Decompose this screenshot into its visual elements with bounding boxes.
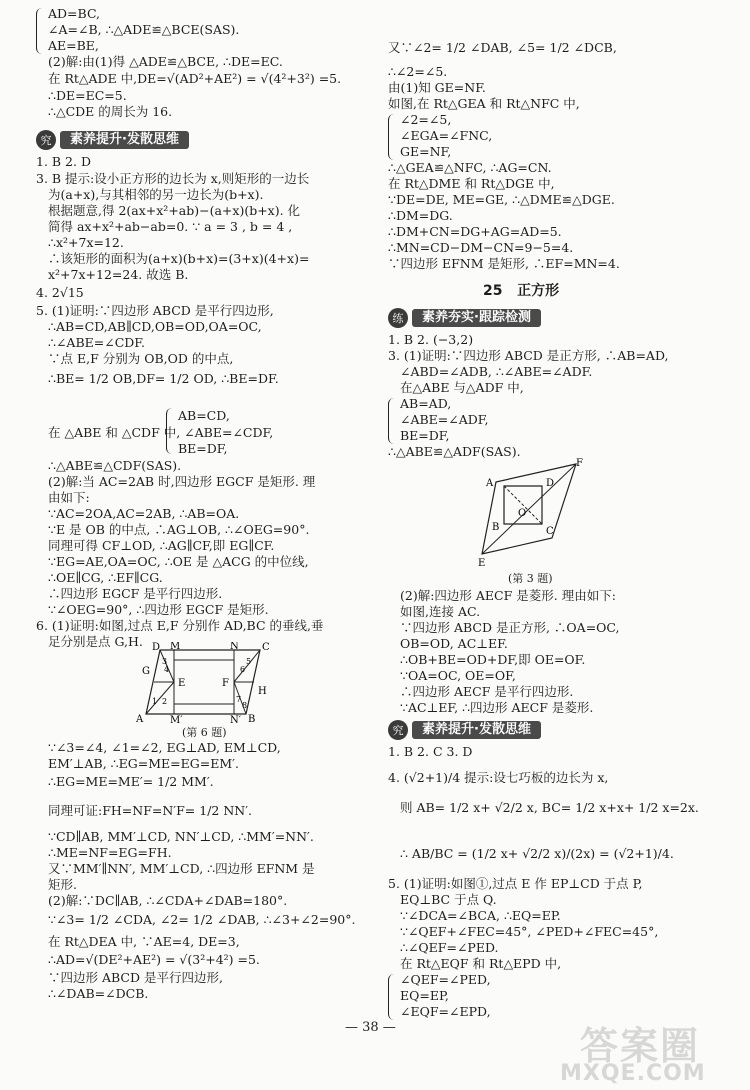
brace <box>36 8 42 54</box>
text-line: ∴EG=ME=ME′= 1/2 MM′. <box>48 774 214 789</box>
text-line: ∴DE=EC=5. <box>48 88 127 103</box>
figure-3 <box>476 458 586 568</box>
text-line: 1. B 2. D <box>36 154 91 169</box>
text-line: AB=CD, <box>178 408 230 423</box>
text-line: ∴∠ABE=∠CDF. <box>48 335 145 350</box>
fig-label: G <box>142 666 150 677</box>
text-line: 又∵MM′∥NN′, MM′⊥CD, ∴四边形 EFNM 是 <box>48 861 315 876</box>
fig-label: N <box>230 642 239 652</box>
text-line: OB=OD, AC⊥EF. <box>400 636 508 651</box>
text-line: 4. (√2+1)/4 提示:设七巧板的边长为 x, <box>388 770 609 785</box>
figure-6 <box>136 642 276 724</box>
text-line: ∵∠3= 1/2 ∠CDA, ∠2= 1/2 ∠DAB, ∴∠3+∠2=90°. <box>48 912 356 927</box>
section-heading <box>483 280 559 300</box>
text-line: ∠A=∠B, ∴△ADE≌△BCE(SAS). <box>48 22 240 37</box>
text-line: 根据题意,得 2(ax+x²+ab)−(a+x)(b+x). 化 <box>48 203 301 218</box>
fig-label: 4 <box>164 665 170 674</box>
text-line: ∴AD=√(DE²+AE²) = √(3²+4²) =5. <box>48 952 260 967</box>
text-line: ∵AC=2OA,AC=2AB, ∴AB=OA. <box>48 506 240 521</box>
fig-label: M′ <box>170 715 183 724</box>
text-line: x²+7x+12=24. 故选 B. <box>48 267 189 282</box>
text-line: 足分别是点 G,H. <box>48 634 143 649</box>
text-line: (2)解:四边形 AECF 是菱形. 理由如下: <box>400 588 616 603</box>
text-line: ∵四边形 EFNM 是矩形, ∴EF=MN=4. <box>388 256 620 271</box>
text-line: 3. B 提示:设小正方形的边长为 x,则矩形的一边长 <box>36 171 310 186</box>
section-badge: 究 <box>36 130 56 150</box>
section-title: 素养夯实·跟踪检测 <box>412 309 541 327</box>
fig-label: B <box>492 522 500 533</box>
page-number: — 38 — <box>345 1020 396 1035</box>
brace <box>388 398 394 444</box>
text-line: ∴OE∥CG, ∴EF∥CG. <box>48 570 163 585</box>
text-line: 5. (1)证明:如图①,过点 E 作 EP⊥CD 于点 P, <box>388 876 643 891</box>
fig-label: N′ <box>230 715 242 724</box>
fig-label: E <box>478 558 486 568</box>
text-line: ∴DM+CN=DG+AG=AD=5. <box>388 224 562 239</box>
text-line: ∴该矩形的面积为(a+x)(b+x)=(3+x)(4+x)= <box>48 251 310 266</box>
text-line: 1. B 2. (−3,2) <box>388 332 474 347</box>
text-line: ∴△ABE≌△ADF(SAS). <box>388 444 521 459</box>
watermark <box>560 1015 745 1087</box>
text-line: 1. B 2. C 3. D <box>388 744 473 759</box>
text-line: ∵DE=DE, ME=GE, ∴△DME≌△DGE. <box>388 192 615 207</box>
text-line: 则 AB= 1/2 x+ √2/2 x, BC= 1/2 x+x+ 1/2 x=2x. <box>400 800 699 815</box>
text-line: 在 Rt△DEA 中, ∵AE=4, DE=3, <box>48 934 240 949</box>
fig-label: 7 <box>236 695 242 704</box>
text-line: EQ=EP, <box>400 988 449 1003</box>
text-line: ∵OA=OC, OE=OF, <box>400 668 516 683</box>
text-line: ∴∠DAB=∠DCB. <box>48 986 149 1001</box>
text-line: EM′⊥AB, ∴EG=ME=EG=EM′. <box>48 756 239 771</box>
text-line: ∴AB=CD,AB∥CD,OB=OD,OA=OC, <box>48 319 262 334</box>
fig-label: A <box>136 714 144 724</box>
text-line: ∠QEF=∠PED, <box>400 972 491 987</box>
fig-label: A <box>486 478 494 489</box>
section-bar <box>36 130 189 150</box>
text-line: 4. 2√15 <box>36 285 84 300</box>
text-line: 矩形. <box>48 877 77 892</box>
text-line: ∠2=∠5, <box>400 112 452 127</box>
text-line: ∠ABD=∠ADB, ∴∠ABE=∠ADF. <box>400 364 593 379</box>
text-line: 在 Rt△DME 和 Rt△DGE 中, <box>388 176 555 191</box>
text-line: 在△ABE 与△ADF 中, <box>400 380 524 395</box>
text-line: BE=DF, <box>400 428 450 443</box>
section-number: 25 <box>483 283 503 299</box>
text-line: ∴OB+BE=OD+DF,即 OE=OF. <box>400 652 586 667</box>
fig-label: C <box>262 642 270 653</box>
text-line: 同理可证:FH=NF=N′F= 1/2 NN′. <box>48 803 253 818</box>
text-line: ∴x²+7x=12. <box>48 235 124 250</box>
text-line: 为(a+x),与其相邻的另一边长为(b+x). <box>48 187 264 202</box>
text-line: ∴四边形 EGCF 是平行四边形. <box>48 586 223 601</box>
text-line: BE=DF, <box>178 441 228 456</box>
text-line: 简得 ax+x²+ab−ab=0. ∵ a = 3 , b = 4 , <box>48 219 293 234</box>
text-line: ∵AC⊥EF, ∴四边形 AECF 是菱形. <box>400 700 594 715</box>
text-line: ∵∠3=∠4, ∠1=∠2, EG⊥AD, EM⊥CD, <box>48 740 281 755</box>
text-line: ∴四边形 AECF 是平行四边形. <box>400 684 574 699</box>
fig-label: 2 <box>162 697 168 706</box>
text-line: ∴MN=CD−DM−CN=9−5=4. <box>388 240 574 255</box>
text-line: 又∵∠2= 1/2 ∠DAB, ∠5= 1/2 ∠DCB, <box>388 40 617 55</box>
text-line: ∵∠DCA=∠BCA, ∴EQ=EP. <box>400 908 561 923</box>
text-line: ∴BE= 1/2 OB,DF= 1/2 OD, ∴BE=DF. <box>48 371 279 386</box>
fig-label: 5 <box>246 657 252 666</box>
text-line: (2)解:当 AC=2AB 时,四边形 EGCF 是矩形. 理 <box>48 474 316 489</box>
section-badge: 究 <box>388 720 408 740</box>
text-line: 5. (1)证明:∵四边形 ABCD 是平行四边形, <box>36 303 274 318</box>
text-line: 由(1)知 GE=NF. <box>388 80 486 95</box>
watermark-logo: 答案圈 <box>580 1024 701 1068</box>
fig-label: C <box>546 526 554 537</box>
text-line: AB=AD, <box>400 396 452 411</box>
text-line: ∴DM=DG. <box>388 208 453 223</box>
figure-caption: (第 3 题) <box>508 572 553 585</box>
fig-label: 8 <box>242 701 248 710</box>
text-line: ∵E 是 OB 的中点, ∴AG⊥OB, ∴∠OEG=90°. <box>48 522 310 537</box>
section-name: 正方形 <box>517 283 560 299</box>
brace <box>388 114 394 160</box>
text-line: AE=BE, <box>48 38 99 53</box>
text-line: 6. (1)证明:如图,过点 E,F 分别作 AD,BC 的垂线,垂 <box>36 618 324 633</box>
text-line: ∴△GEA≌△NFC, ∴AG=CN. <box>388 160 552 175</box>
figure-caption: (第 6 题) <box>182 726 227 739</box>
text-line: 在 △ABE 和 △CDF 中, ∠ABE=∠CDF, <box>48 425 274 440</box>
text-line: ∵CD∥AB, MM′⊥CD, NN′⊥CD, ∴MM′=NN′. <box>48 829 314 844</box>
fig-label: D <box>546 478 555 489</box>
text-line: ∵∠QEF+∠FEC=45°, ∠PED+∠FEC=45°, <box>400 924 659 939</box>
section-bar <box>388 720 541 740</box>
text-line: ∠EQF=∠EPD, <box>400 1004 491 1019</box>
brace <box>388 974 394 1020</box>
fig-label: B <box>248 714 256 724</box>
fig-label: E <box>178 678 186 689</box>
text-line: GE=NF, <box>400 144 452 159</box>
section-title: 素养提升·发散思维 <box>412 721 541 739</box>
fig-label: H <box>258 686 267 697</box>
text-line: ∴△CDE 的周长为 16. <box>48 104 173 119</box>
section-title: 素养提升·发散思维 <box>60 131 189 149</box>
text-line: (2)解:∵DC∥AB, ∴∠CDA+∠DAB=180°. <box>48 893 288 908</box>
text-line: 在 Rt△ADE 中,DE=√(AD²+AE²) = √(4²+3²) =5. <box>48 71 342 86</box>
text-line: 如图,连接 AC. <box>400 604 481 619</box>
text-line: ∴∠2=∠5. <box>388 64 448 79</box>
text-line: ∵EG=AE,OA=OC, ∴OE 是 △ACG 的中位线, <box>48 554 309 569</box>
text-line: ∵点 E,F 分别为 OB,OD 的中点, <box>48 351 234 366</box>
text-line: AD=BC, <box>48 6 101 21</box>
text-line: 由如下: <box>48 490 90 505</box>
text-line: ∵四边形 ABCD 是正方形, ∴OA=OC, <box>400 620 620 635</box>
text-line: ∴ME=NF=EG=FH. <box>48 845 172 860</box>
fig-label: D <box>152 642 161 653</box>
text-line: (2)解:由(1)得 △ADE≌△BCE, ∴DE=EC. <box>48 54 283 69</box>
text-line: 3. (1)证明:∵四边形 ABCD 是正方形, ∴AB=AD, <box>388 348 669 363</box>
text-line: ∠EGA=∠FNC, <box>400 128 493 143</box>
text-line: ∠ABE=∠ADF, <box>400 412 489 427</box>
fig-label: 3 <box>162 657 168 666</box>
fig-label: 1 <box>152 697 158 706</box>
text-line: ∴△ABE≌△CDF(SAS). <box>48 458 182 473</box>
fig-label: 6 <box>240 665 246 674</box>
text-line: 如图,在 Rt△GEA 和 Rt△NFC 中, <box>388 96 580 111</box>
text-line: ∵∠OEG=90°, ∴四边形 EGCF 是矩形. <box>48 602 269 617</box>
text-line: ∴ AB/BC = (1/2 x+ √2/2 x)/(2x) = (√2+1)/4. <box>400 846 674 861</box>
text-line: ∵四边形 ABCD 是平行四边形, <box>48 970 223 985</box>
watermark-url: MXQE.COM <box>560 1061 706 1086</box>
fig-label: O <box>518 508 527 519</box>
text-line: 同理可得 CF⊥OD, ∴AG∥CF,即 EG∥CF. <box>48 538 275 553</box>
text-line: ∴∠QEF=∠PED. <box>400 940 499 955</box>
section-bar <box>388 308 541 328</box>
fig-label: F <box>576 458 583 469</box>
text-line: 在 Rt△EQF 和 Rt△EPD 中, <box>400 956 562 971</box>
text-line: EQ⊥BC 于点 Q. <box>400 892 497 907</box>
fig-label: M <box>170 642 181 652</box>
section-badge: 练 <box>388 308 408 328</box>
fig-label: F <box>222 678 229 689</box>
